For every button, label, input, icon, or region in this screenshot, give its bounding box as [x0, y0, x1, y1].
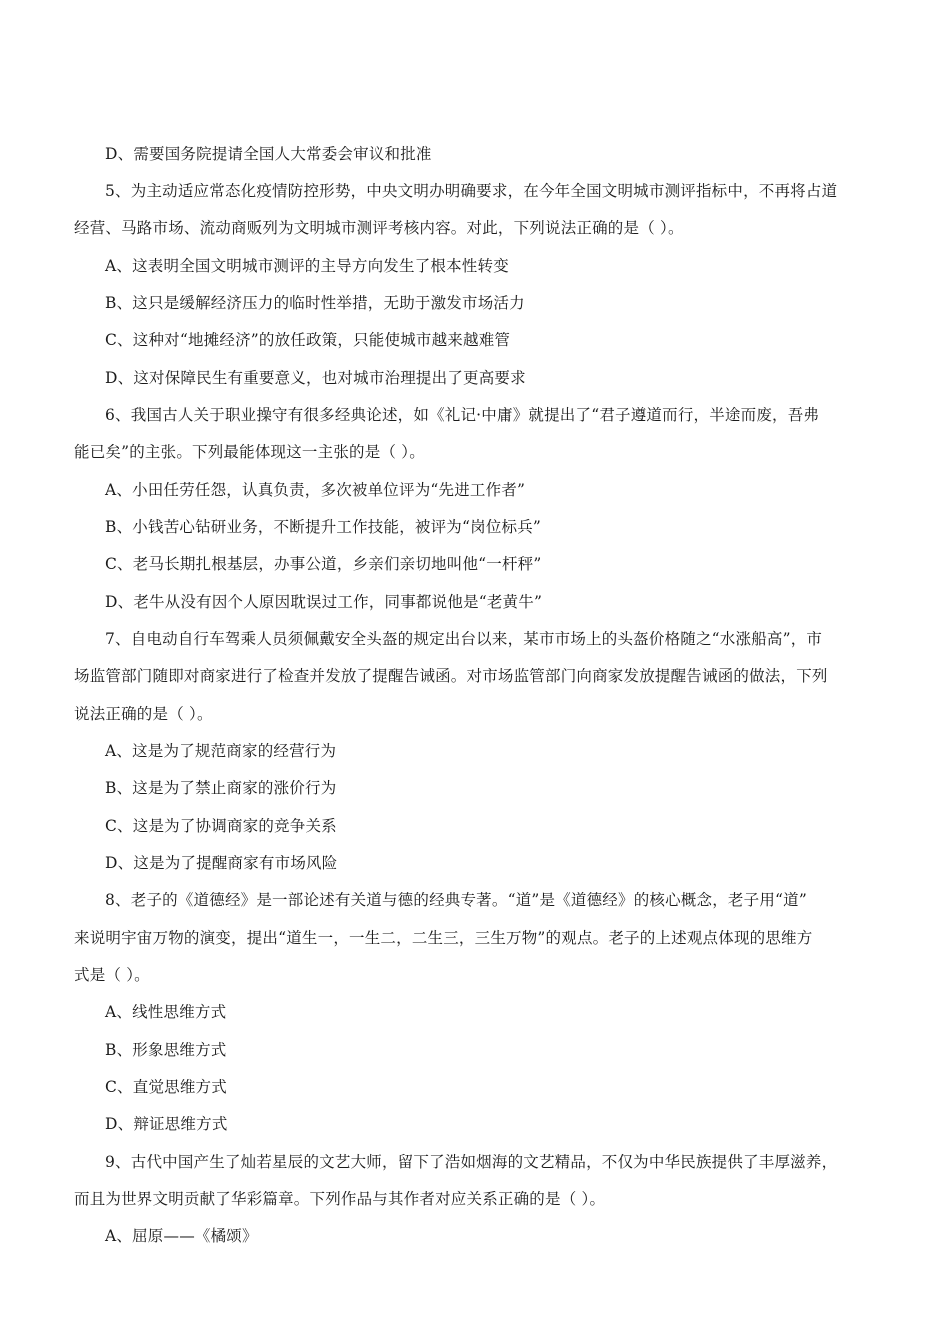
option-c-q8: C、直觉思维方式 [105, 1078, 227, 1096]
question-7-text-cont-2: 说法正确的是（ ）。 [74, 705, 213, 723]
option-d-q5: D、这对保障民生有重要意义，也对城市治理提出了更高要求 [105, 369, 526, 387]
question-8-text-cont-1: 来说明宇宙万物的演变，提出“道生一，一生二，二生三，三生万物”的观点。老子的上述观点体现的思维方 [74, 929, 813, 947]
option-a-q9: A、屈原——《橘颂》 [105, 1227, 258, 1245]
question-5-text-cont: 经营、马路市场、流动商贩列为文明城市测评考核内容。对此，下列说法正确的是（ ）。 [74, 219, 684, 237]
option-a-q6: A、小田任劳任怨，认真负责，多次被单位评为“先进工作者” [105, 481, 526, 499]
option-b-q7: B、这是为了禁止商家的涨价行为 [105, 779, 337, 797]
option-b-q5: B、这只是缓解经济压力的临时性举措，无助于激发市场活力 [105, 294, 525, 312]
question-7-text: 7、自电动自行车驾乘人员须佩戴安全头盔的规定出台以来，某市市场上的头盔价格随之“水涨船高”，市 [105, 630, 823, 648]
question-6-text-cont: 能已矣”的主张。下列最能体现这一主张的是（ ）。 [74, 443, 425, 461]
question-5-text: 5、为主动适应常态化疫情防控形势，中央文明办明确要求，在今年全国文明城市测评指标中，不再将占道 [105, 182, 838, 200]
option-b-q8: B、形象思维方式 [105, 1041, 227, 1059]
option-d-q7: D、这是为了提醒商家有市场风险 [105, 854, 338, 872]
question-8-text-cont-2: 式是（ ）。 [74, 966, 150, 984]
option-a-q8: A、线性思维方式 [105, 1003, 227, 1021]
option-d-q8: D、辩证思维方式 [105, 1115, 228, 1133]
question-6-text: 6、我国古人关于职业操守有很多经典论述，如《礼记·中庸》就提出了“君子遵道而行，半途而废，吾弗 [105, 406, 820, 424]
question-8-text: 8、老子的《道德经》是一部论述有关道与德的经典专著。“道”是《道德经》的核心概念，老子用“道” [105, 891, 807, 909]
question-7-text-cont-1: 场监管部门随即对商家进行了检查并发放了提醒告诫函。对市场监管部门向商家发放提醒告诫函的做法，下列 [74, 667, 828, 685]
option-b-q6: B、小钱苦心钻研业务，不断提升工作技能，被评为“岗位标兵” [105, 518, 542, 536]
option-c-q7: C、这是为了协调商家的竞争关系 [105, 817, 337, 835]
option-d-q6: D、老牛从没有因个人原因耽误过工作，同事都说他是“老黄牛” [105, 593, 543, 611]
option-c-q5: C、这种对“地摊经济”的放任政策，只能使城市越来越难管 [105, 331, 511, 349]
option-a-q5: A、这表明全国文明城市测评的主导方向发生了根本性转变 [105, 257, 509, 275]
option-c-q6: C、老马长期扎根基层，办事公道，乡亲们亲切地叫他“一杆秤” [105, 555, 542, 573]
question-9-text-cont: 而且为世界文明贡献了华彩篇章。下列作品与其作者对应关系正确的是（ ）。 [74, 1190, 606, 1208]
question-9-text: 9、古代中国产生了灿若星辰的文艺大师，留下了浩如烟海的文艺精品，不仅为中华民族提供了丰厚滋养， [105, 1153, 838, 1171]
option-d-q4: D、需要国务院提请全国人大常委会审议和批准 [105, 145, 432, 163]
option-a-q7: A、这是为了规范商家的经营行为 [105, 742, 337, 760]
